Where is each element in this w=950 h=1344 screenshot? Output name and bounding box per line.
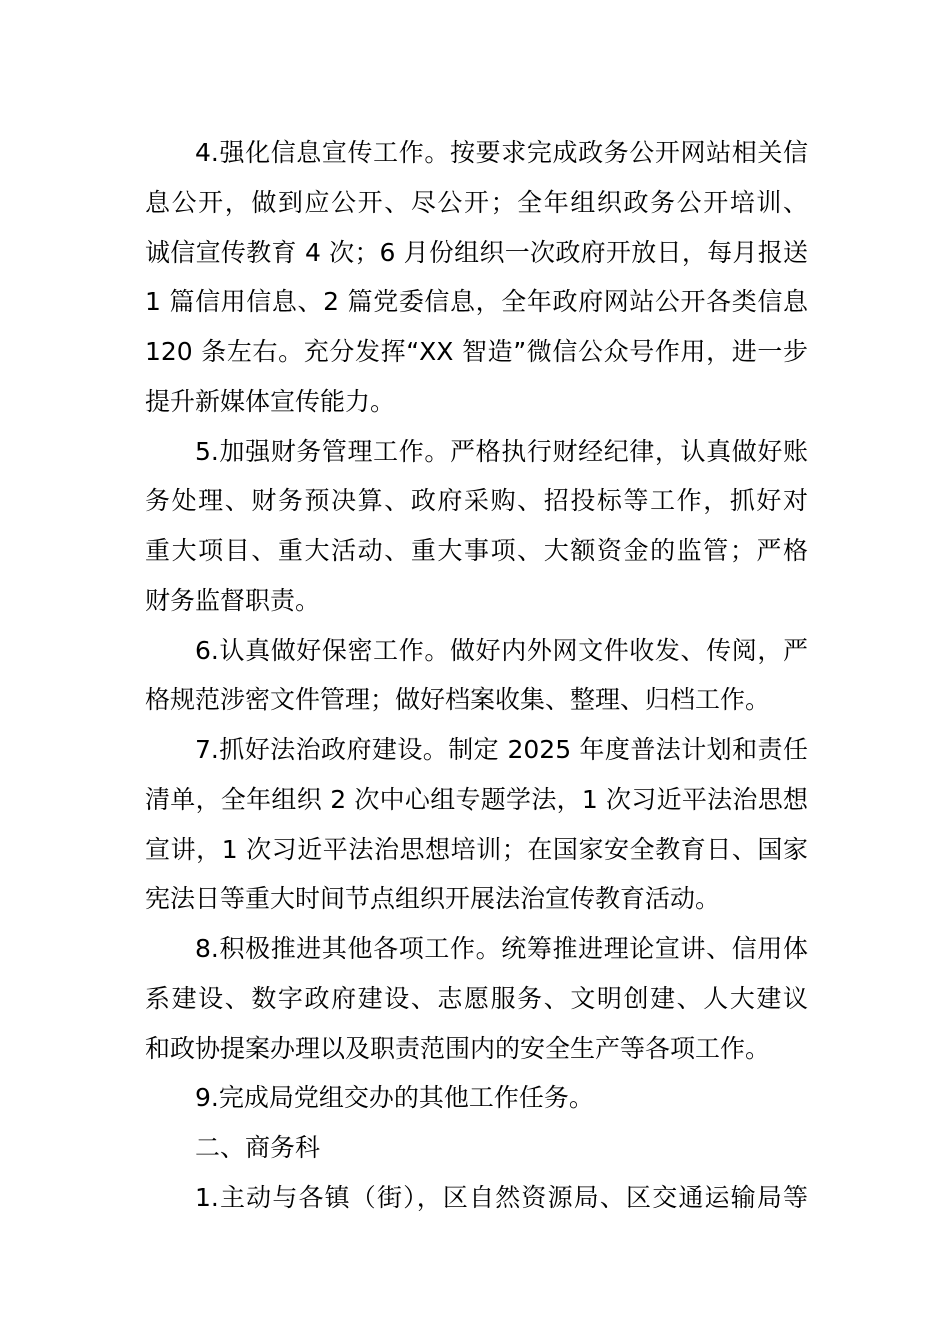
para-4-line-1: 4.强化信息宣传工作。按要求完成政务公开网站相关信 — [195, 138, 808, 167]
para-7-line-1: 7.抓好法治政府建设。制定 2025 年度普法计划和责任 — [195, 735, 808, 764]
para-6-line-2: 格规范涉密文件管理；做好档案收集、整理、归档工作。 — [145, 685, 771, 715]
para-5-line-3: 重大项目、重大活动、重大事项、大额资金的监管；严格 — [145, 536, 808, 565]
para-7-line-4: 宪法日等重大时间节点组织开展法治宣传教育活动。 — [145, 884, 721, 914]
para-7-line-2: 清单，全年组织 2 次中心组专题学法，1 次习近平法治思想 — [145, 784, 808, 814]
section-heading-commerce: 二、商务科 — [195, 1133, 321, 1162]
para-4-line-3: 诚信宣传教育 4 次；6 月份组织一次政府开放日，每月报送 — [145, 237, 808, 267]
para-5-line-2: 务处理、财务预决算、政府采购、招投标等工作，抓好对 — [145, 486, 808, 516]
para-5-line-4: 财务监督职责。 — [145, 585, 321, 615]
para-8-line-3: 和政协提案办理以及职责范围内的安全生产等各项工作。 — [145, 1033, 771, 1063]
commerce-para-1-line-1: 1.主动与各镇（街），区自然资源局、区交通运输局等 — [195, 1182, 808, 1212]
para-4-line-4: 1 篇信用信息、2 篇党委信息，全年政府网站公开各类信息 — [145, 287, 808, 317]
para-9-line-1: 9.完成局党组交办的其他工作任务。 — [195, 1083, 594, 1113]
para-7-line-3: 宣讲，1 次习近平法治思想培训；在国家安全教育日、国家 — [145, 834, 808, 864]
para-5-line-1: 5.加强财务管理工作。严格执行财经纪律，认真做好账 — [195, 436, 808, 466]
para-6-line-1: 6.认真做好保密工作。做好内外网文件收发、传阅，严 — [195, 635, 808, 665]
para-8-line-1: 8.积极推进其他各项工作。统筹推进理论宣讲、信用体 — [195, 934, 808, 963]
document-body — [145, 128, 808, 1223]
para-4-line-5: 120 条左右。充分发挥“XX 智造”微信公众号作用，进一步 — [145, 337, 808, 366]
para-4-line-6: 提升新媒体宣传能力。 — [145, 386, 396, 416]
para-4-line-2: 息公开，做到应公开、尽公开；全年组织政务公开培训、 — [145, 187, 808, 217]
para-8-line-2: 系建设、数字政府建设、志愿服务、文明创建、人大建议 — [145, 983, 808, 1013]
